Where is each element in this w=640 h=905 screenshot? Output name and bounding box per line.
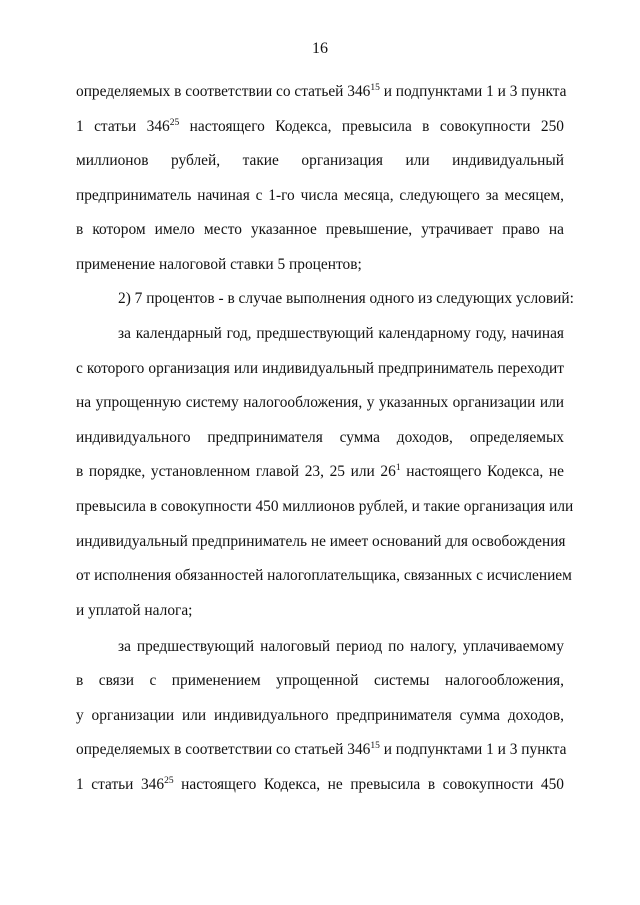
text-segment: применение налоговой ставки 5 процентов;	[76, 256, 362, 273]
text-segment: 1 статьи 346	[76, 118, 170, 135]
text-line	[76, 151, 564, 171]
text-segment: 2) 7 процентов - в случае выполнения одного из следующих условий:	[118, 290, 574, 307]
text-line	[118, 637, 564, 657]
superscript: 15	[370, 83, 380, 93]
superscript: 25	[164, 776, 174, 786]
superscript: 25	[169, 118, 180, 128]
text-segment: 1 статьи 346	[76, 776, 165, 793]
text-line	[76, 255, 564, 275]
text-segment: предприниматель начиная с 1-го числа месяца, следующего за месяцем,	[76, 187, 564, 204]
superscript: 1	[395, 463, 401, 473]
text-line	[76, 117, 564, 137]
text-line	[76, 706, 564, 726]
text-segment: у организации или индивидуального предпринимателя сумма доходов,	[76, 707, 564, 724]
text-segment: индивидуальный предприниматель не имеет оснований для освобождения	[76, 533, 566, 550]
text-line	[76, 532, 564, 552]
text-line	[118, 324, 564, 344]
text-line	[76, 671, 564, 691]
text-line	[76, 601, 564, 621]
text-segment: в связи с применением упрощенной системы налогообложения,	[76, 672, 564, 689]
text-segment: миллионов рублей, такие организация или индивидуальный	[76, 152, 564, 169]
text-line	[76, 186, 564, 206]
text-segment: и уплатой налога;	[76, 602, 193, 619]
text-segment: за календарный год, предшествующий календарному году, начиная	[118, 325, 564, 342]
text-line	[76, 740, 567, 760]
text-segment: в котором имело место указанное превышение, утрачивает право на	[76, 221, 564, 238]
text-segment: превысила в совокупности 450 миллионов рублей, и такие организация или	[76, 498, 574, 515]
text-segment: настоящего Кодекса, превысила в совокупности 250	[179, 118, 564, 135]
page-number: 16	[312, 40, 328, 57]
text-line	[76, 393, 564, 413]
text-segment: определяемых в соответствии со статьей 346	[76, 83, 371, 100]
text-line	[76, 428, 564, 448]
text-line	[76, 775, 564, 795]
text-segment: на упрощенную систему налогообложения, у указанных организации или	[76, 394, 564, 411]
text-segment: настоящего Кодекса, не	[400, 463, 564, 480]
text-line	[76, 359, 564, 379]
superscript: 15	[370, 741, 380, 751]
text-segment: индивидуального предпринимателя сумма доходов, определяемых	[76, 429, 564, 446]
text-segment: от исполнения обязанностей налогоплательщика, связанных с исчислением	[76, 567, 572, 584]
text-segment: с которого организация или индивидуальный предприниматель переходит	[76, 360, 564, 377]
text-segment: определяемых в соответствии со статьей 346	[76, 741, 371, 758]
text-line	[76, 220, 564, 240]
text-line	[76, 566, 572, 586]
text-line	[118, 289, 574, 309]
text-segment: за предшествующий налоговый период по налогу, уплачиваемому	[118, 638, 564, 655]
text-line	[76, 497, 574, 517]
text-segment: настоящего Кодекса, не превысила в совокупности 450	[173, 776, 564, 793]
text-segment: и подпунктами 1 и 3 пункта	[379, 741, 567, 758]
text-line	[76, 82, 567, 102]
text-line	[76, 462, 564, 482]
text-segment: и подпунктами 1 и 3 пункта	[379, 83, 567, 100]
text-segment: в порядке, установленном главой 23, 25 или 26	[76, 463, 396, 480]
